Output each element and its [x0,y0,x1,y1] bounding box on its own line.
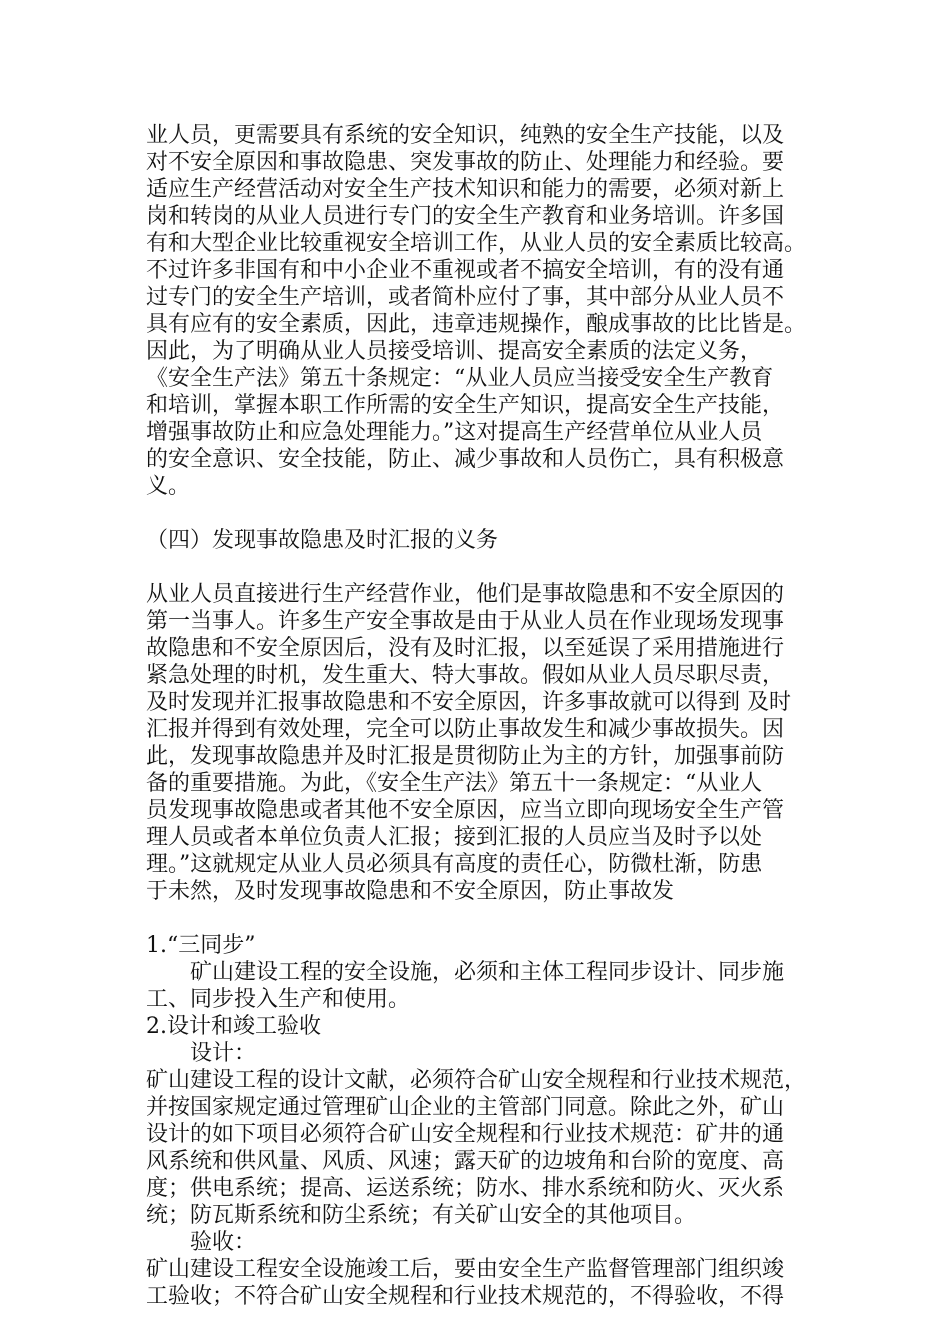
text-line: 和培训，掌握本职工作所需的安全生产知识，提高安全生产技能， [146,393,785,418]
text-line: 工、同步投入生产和使用。 [146,987,411,1012]
text-line: 具有应有的安全素质，因此，违章违规操作，酿成事故的比比皆是。 [146,312,807,337]
paragraph-spacer [146,905,826,932]
text-line: 不过许多非国有和中小企业不重视或者不搞安全培训，有的没有通 [146,258,785,283]
item-title: 2.设计和竣工验收 [146,1014,321,1039]
text-line: 紧急处理的时机，发生重大、特大事故。假如从业人员尽职尽责， [146,663,785,688]
text-line: 从业人员直接进行生产经营作业，他们是事故隐患和不安全原因的 [146,582,785,607]
paragraph-training-duty [146,122,826,500]
document-page [146,122,826,1310]
text-line: 岗和转岗的从业人员进行专门的安全生产教育和业务培训。许多国 [146,204,785,229]
text-line: 的安全意识、安全技能，防止、减少事故和人员伤亡，具有积极意 [146,447,785,472]
paragraph-spacer [146,554,826,581]
text-line: 业人员，更需要具有系统的安全知识，纯熟的安全生产技能，以及 [146,123,785,148]
section-heading-report-hazards [146,527,826,554]
text-line: 设计的如下项目必须符合矿山安全规程和行业技术规范：矿井的通 [146,1122,785,1147]
text-line: 并按国家规定通过管理矿山企业的主管部门同意。除此之外，矿山 [146,1095,785,1120]
text-line: 适应生产经营活动对安全生产技术知识和能力的需要，必须对新上 [146,177,785,202]
text-line: 矿山建设工程的设计文献，必须符合矿山安全规程和行业技术规范， [146,1068,807,1093]
text-line: 《安全生产法》第五十条规定：“从业人员应当接受安全生产教育 [146,366,774,391]
text-line: 统；防瓦斯系统和防尘系统；有关矿山安全的其他项目。 [146,1203,697,1228]
subheading-design: 设计： [190,1041,257,1066]
text-line: 故隐患和不安全原因后，没有及时汇报，以至延误了采用措施进行 [146,636,785,661]
text-line: 第一当事人。许多生产安全事故是由于从业人员在作业现场发现事 [146,609,785,634]
text-line: 对不安全原因和事故隐患、突发事故的防止、处理能力和经验。要 [146,150,785,175]
text-line: 工验收；不符合矿山安全规程和行业技术规范的，不得验收，不得 [146,1284,785,1309]
text-line: 及时发现并汇报事故隐患和不安全原因，许多事故就可以得到 及时 [146,690,791,715]
text-line: 矿山建设工程安全设施竣工后，要由安全生产监督管理部门组织竣 [146,1257,785,1282]
text-line: 于未然，及时发现事故隐患和不安全原因，防止事故发 [146,879,675,904]
text-line: 因此，为了明确从业人员接受培训、提高安全素质的法定义务， [146,339,763,364]
text-line: 矿山建设工程的安全设施，必须和主体工程同步设计、同步施 [190,960,785,985]
subheading-acceptance: 验收： [190,1230,257,1255]
text-line: 度；供电系统；提高、运送系统；防水、排水系统和防火、灭火系 [146,1176,785,1201]
item-title: 1.“三同步” [146,933,256,958]
text-line: 汇报并得到有效处理，完全可以防止事故发生和减少事故损失。因 [146,717,785,742]
paragraph-report-duty [146,581,826,905]
text-line: 增强事故防止和应急处理能力。”这对提高生产经营单位从业人员 [146,420,763,445]
item-design-acceptance [146,1013,826,1310]
text-line: 此，发现事故隐患并及时汇报是贯彻防止为主的方针，加强事前防 [146,744,785,769]
item-three-simultaneous [146,932,826,1013]
text-line: 理人员或者本单位负责人汇报；接到汇报的人员应当及时予以处 [146,825,763,850]
heading-text: （四）发现事故隐患及时汇报的义务 [146,528,499,553]
text-line: 理。”这就规定从业人员必须具有高度的责任心，防微杜渐，防患 [146,852,763,877]
text-line: 员发现事故隐患或者其他不安全原因，应当立即向现场安全生产管 [146,798,785,823]
text-line: 过专门的安全生产培训，或者简朴应付了事，其中部分从业人员不 [146,285,785,310]
text-line: 备的重要措施。为此，《安全生产法》第五十一条规定：“从业人 [146,771,763,796]
text-line: 风系统和供风量、风质、风速；露天矿的边坡角和台阶的宽度、高 [146,1149,785,1174]
text-line: 义。 [146,474,191,499]
paragraph-spacer [146,500,826,527]
text-line: 有和大型企业比较重视安全培训工作，从业人员的安全素质比较高。 [146,231,807,256]
